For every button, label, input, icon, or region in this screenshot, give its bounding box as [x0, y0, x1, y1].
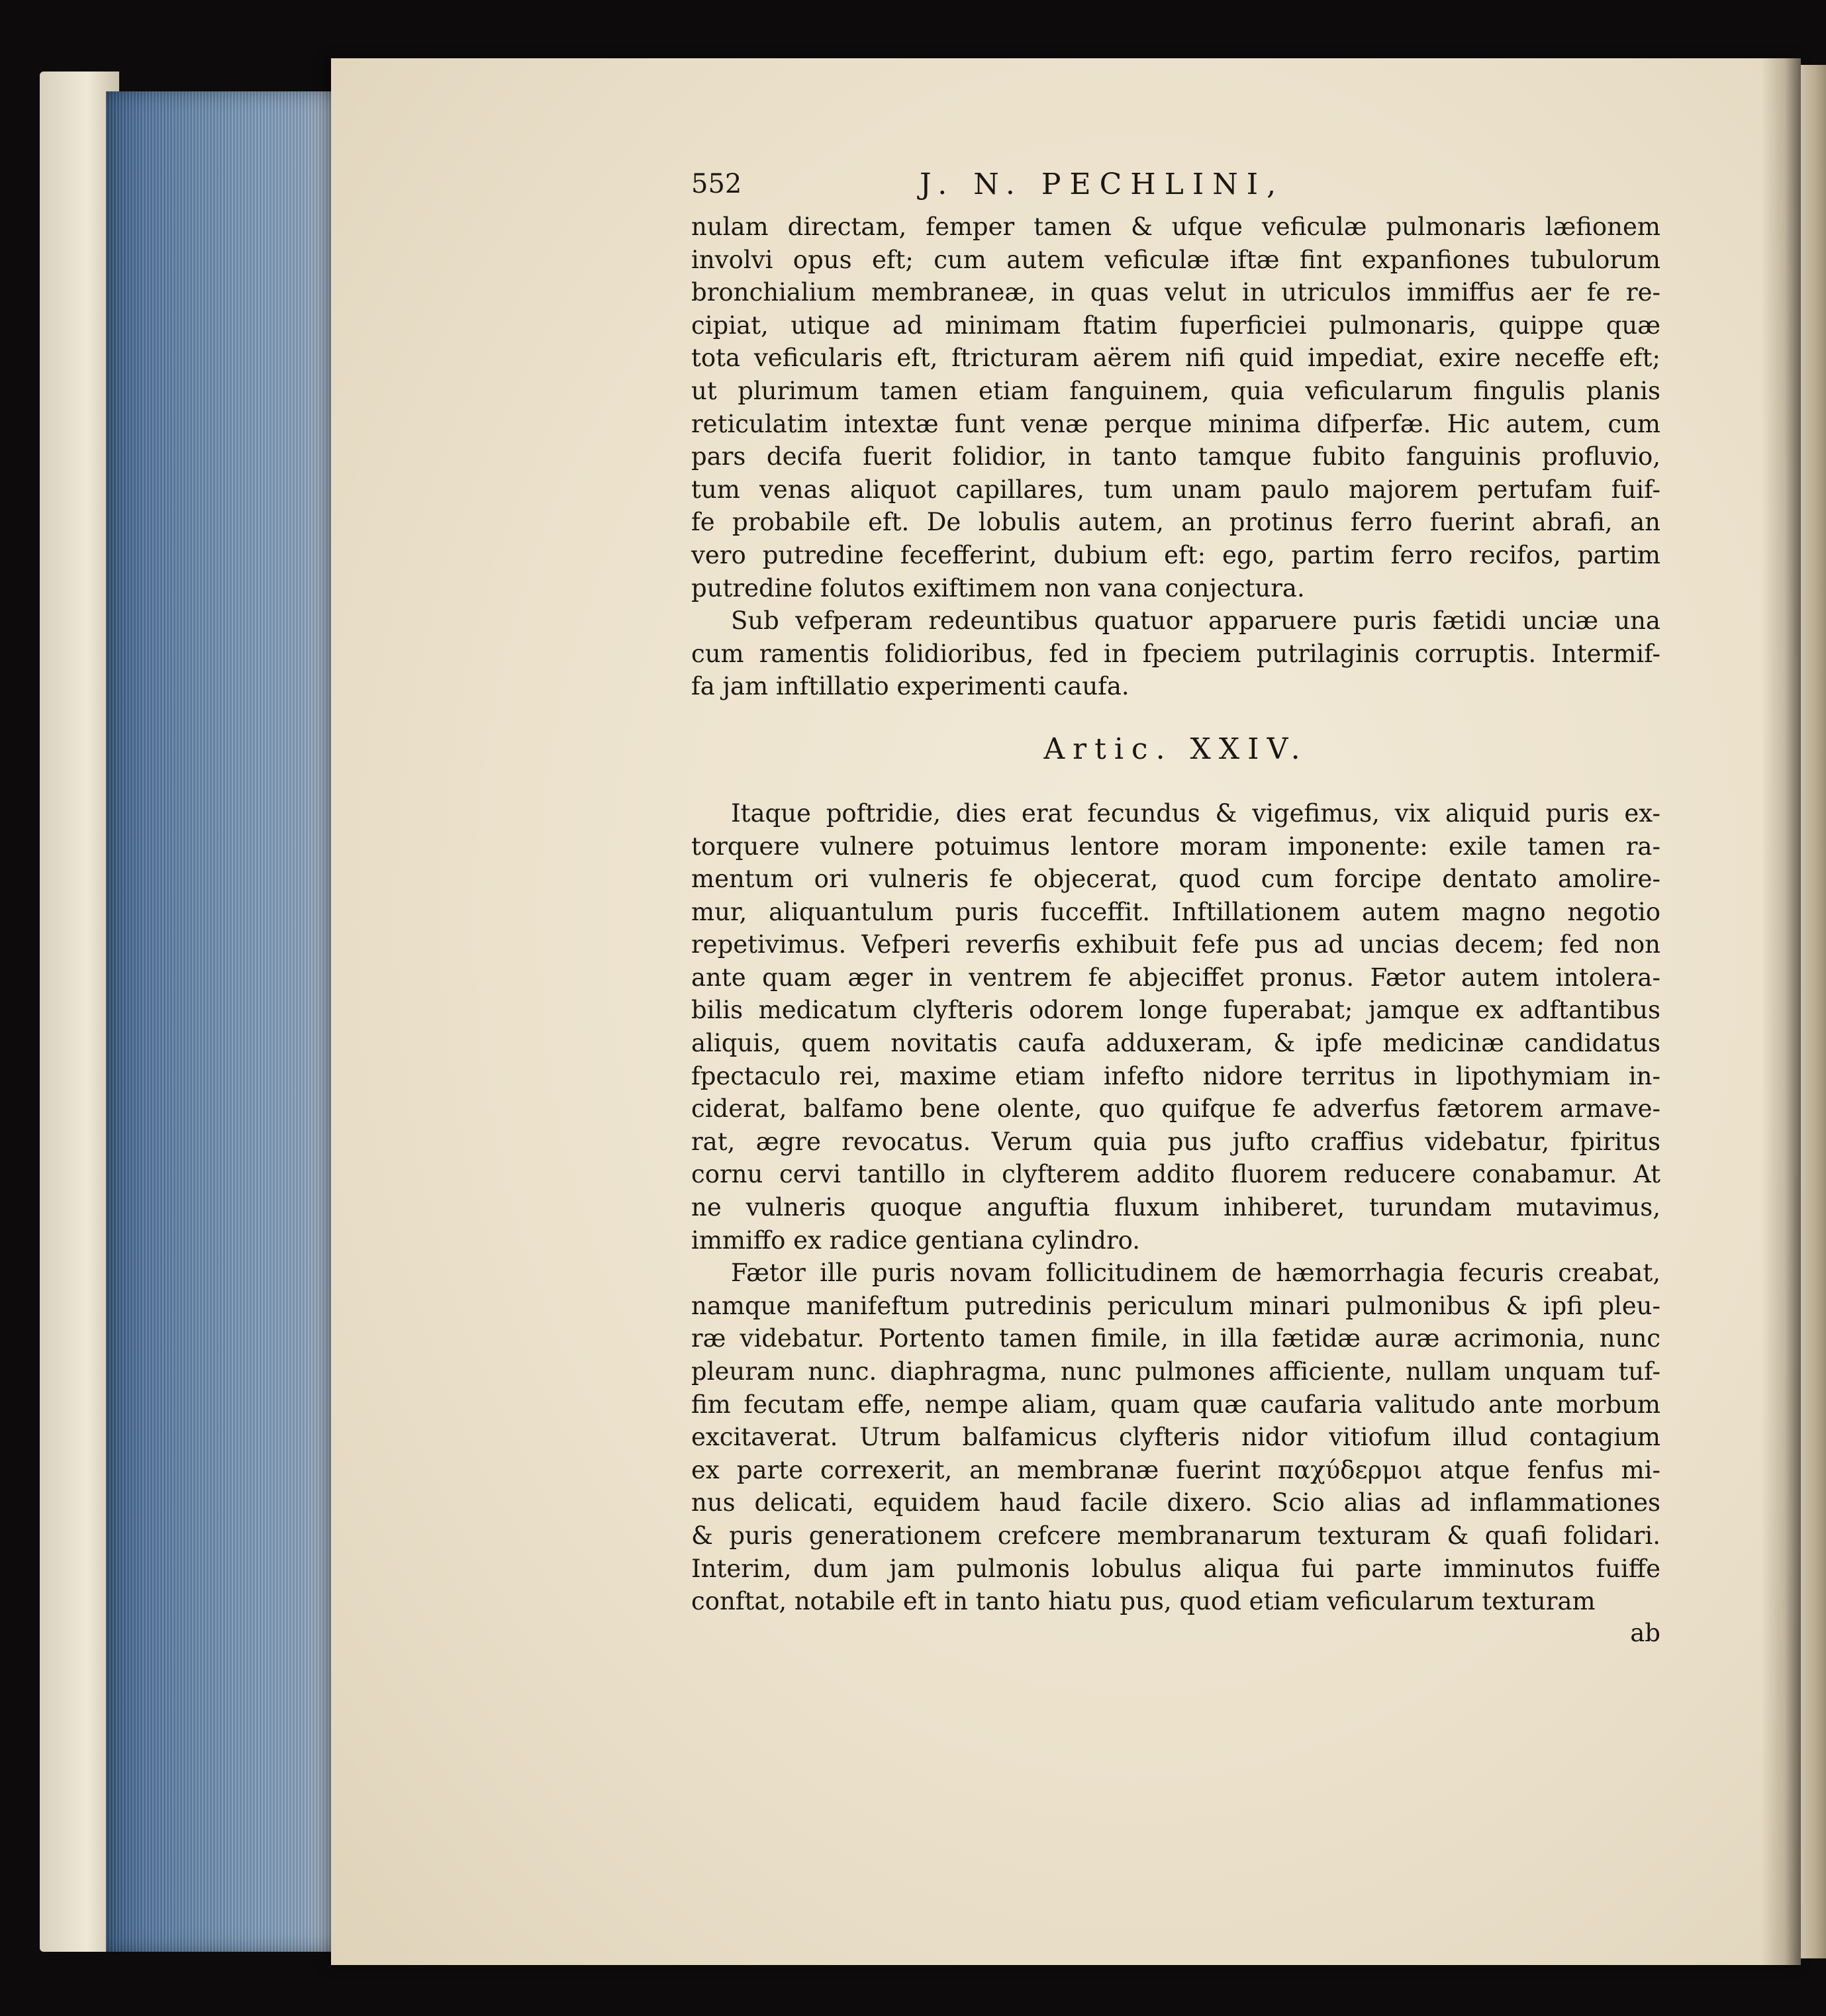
text-line: ræ videbatur. Portento tamen fimile, in illa fætidæ auræ acrimonia, nunc — [691, 1324, 1660, 1353]
page-header — [691, 168, 1660, 208]
text-line: reticulatim intextæ funt venæ perque minima difperfæ. Hic autem, cum — [691, 409, 1660, 438]
text-line: Itaque poftridie, dies erat fecundus & vigefimus, vix aliquid puris ex- — [731, 798, 1660, 828]
text-line: namque manifeftum putredinis periculum minari pulmonibus & ipfi pleu- — [691, 1291, 1660, 1320]
text-line: bronchialium membraneæ, in quas velut in utriculos immiffus aer fe re- — [691, 278, 1660, 307]
paragraph-3 — [691, 797, 1660, 1257]
running-head: J. N. PECHLINI, — [920, 168, 1285, 201]
text-line: Fætor ille puris novam follicitudinem de hæmorrhagia fecuris creabat, — [731, 1259, 1660, 1288]
text-line: bilis medicatum clyfteris odorem longe fuperabat; jamque ex adftantibus — [691, 996, 1660, 1025]
text-line: ut plurimum tamen etiam fanguinem, quia veficularum fingulis planis — [691, 376, 1660, 405]
paragraph-4-text — [691, 1257, 1660, 1618]
text-line: fe probabile eft. De lobulis autem, an protinus ferro fuerint abrafi, an — [691, 508, 1660, 537]
text-line: tota veficularis eft, ftricturam aërem nifi quid impediat, exire neceffe eft; — [691, 344, 1660, 373]
text-line: rat, ægre revocatus. Verum quia pus jufto craffius videbatur, fpiritus — [691, 1127, 1660, 1156]
text-line: Interim, dum jam pulmonis lobulus aliqua fui parte imminutos fuiffe — [691, 1554, 1660, 1583]
text-line: ne vulneris quoque anguftia fluxum inhiberet, turundam mutavimus, — [691, 1193, 1660, 1222]
text-line: & puris generationem crefcere membranarum texturam & quafi folidari. — [691, 1521, 1660, 1550]
facing-page-edge — [1801, 65, 1826, 1958]
text-line: involvi opus eft; cum autem veficulæ iftæ fint expanfiones tubulorum — [691, 245, 1660, 274]
text-line: putredine folutos exiftimem non vana conjectura. — [691, 573, 1305, 602]
text-line: fpectaculo rei, maxime etiam infefto nidore territus in lipothymiam in- — [691, 1061, 1660, 1090]
text-line: fim fecutam effe, nempe aliam, quam quæ caufaria valitudo ante morbum — [691, 1390, 1660, 1419]
paragraph-2-text — [691, 604, 1660, 703]
text-line: ante quam æger in ventrem fe abjeciffet pronus. Fætor autem intolera- — [691, 963, 1660, 992]
text-line: pleuram nunc. diaphragma, nunc pulmones afficiente, nullam unquam tuf- — [691, 1357, 1660, 1386]
text-line: cipiat, utique ad minimam ftatim fuperficiei pulmonaris, quippe quæ — [691, 311, 1660, 340]
catchword: ab — [1630, 1618, 1660, 1647]
text-line: fa jam inftillatio experimenti caufa. — [691, 672, 1129, 701]
text-line: immiffo ex radice gentiana cylindro. — [691, 1225, 1141, 1255]
text-line: mur, aliquantulum puris fucceffit. Inftillationem autem magno negotio — [691, 897, 1660, 926]
text-line: Sub vefperam redeuntibus quatuor apparuere puris fætidi unciæ una — [731, 606, 1660, 636]
text-line: conftat, notabile eft in tanto hiatu pus, quod etiam veficularum texturam — [691, 1587, 1596, 1616]
page-number: 552 — [691, 169, 742, 199]
text-line: pars decifa fuerit folidior, in tanto tamque fubito fanguinis profluvio, — [691, 442, 1660, 471]
paragraph-2 — [691, 604, 1660, 703]
text-line: nus delicati, equidem haud facile dixero. Scio alias ad inflammationes — [691, 1488, 1660, 1517]
article-heading: Artic. XXIV. — [1043, 732, 1308, 766]
text-line: torquere vulnere potuimus lentore moram imponente: exile tamen ra- — [691, 832, 1660, 861]
text-line: excitaverat. Utrum balfamicus clyfteris nidor vitiofum illud contagium — [691, 1423, 1660, 1452]
paragraph-1 — [691, 211, 1660, 604]
paragraph-3-text — [691, 797, 1660, 1257]
text-line: tum venas aliquot capillares, tum unam paulo majorem pertufam fuif- — [691, 475, 1660, 504]
text-line: ciderat, balfamo bene olente, quo quifque fe adverfus fætorem armave- — [691, 1094, 1660, 1124]
text-line: mentum ori vulneris fe objecerat, quod cum forcipe dentato amolire- — [691, 865, 1660, 894]
text-line: cum ramentis folidioribus, fed in fpeciem putrilaginis corruptis. Intermif- — [691, 639, 1660, 668]
paragraph-4 — [691, 1257, 1660, 1618]
text-line: ex parte correxerit, an membranæ fuerint παχύδερμοι atque fenfus mi- — [691, 1455, 1660, 1484]
page-gutter-shadow — [1761, 58, 1801, 1965]
text-line: aliquis, quem novitatis caufa adduxeram, & ipfe medicinæ candidatus — [691, 1029, 1660, 1058]
text-line: nulam directam, femper tamen & ufque veficulæ pulmonaris læfionem — [691, 213, 1660, 241]
text-line: vero putredine fecefferint, dubium eft: ego, partim ferro recifos, partim — [691, 540, 1660, 569]
page-text — [691, 168, 1660, 1649]
paragraph-1-text — [691, 211, 1660, 604]
text-line: repetivimus. Vefperi reverfis exhibuit fefe pus ad uncias decem; fed non — [691, 930, 1660, 959]
text-line: cornu cervi tantillo in clyfterem addito fluorem reducere conabamur. At — [691, 1160, 1660, 1189]
